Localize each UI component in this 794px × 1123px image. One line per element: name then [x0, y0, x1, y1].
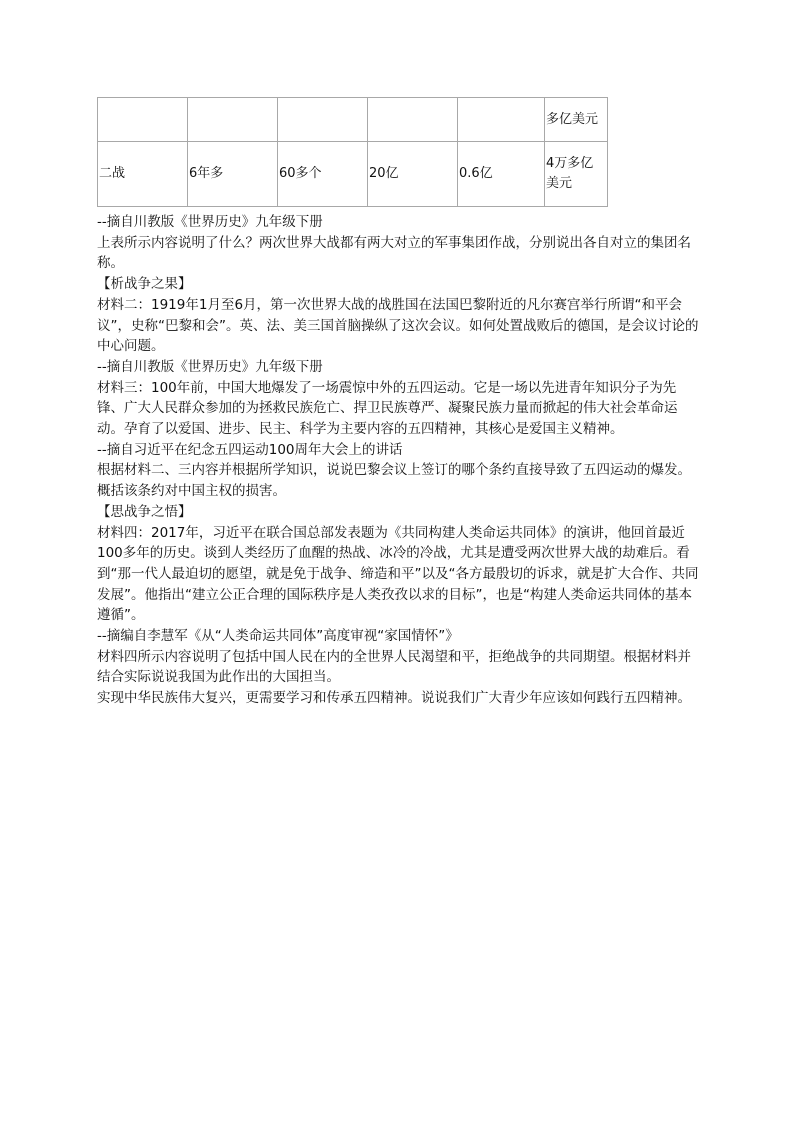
- material-paragraph: 材料二：1919年1月至6月，第一次世界大战的战胜国在法国巴黎附近的凡尔赛宫举行所谓“和平会议”，史称“巴黎和会”。英、法、美三国首脑操纵了这次会议。如何处置战败后的德国，是会议讨论的中心问题。: [97, 296, 699, 355]
- question-text: 材料四所示内容说明了包括中国人民在内的全世界人民渴望和平，拒绝战争的共同期望。根据材料并结合实际说说我国为此作出的大国担当。: [97, 648, 691, 686]
- material-paragraph: 材料四：2017年，习近平在联合国总部发表题为《共同构建人类命运共同体》的演讲，他回首最近100多年的历史。谈到人类经历了血醒的热战、冰冷的冷战，尤其是遭受两次世界大战的劫难后。看到“那一代人最迫切的愿望，就是免于战争、缔造和平”以及“各方最殷切的诉求，就是扩大合作、共同发展”。他指出“建立公正合理的国际秩序是人类孜孜以求的目标”，也是“构建人类命运共同体的基本遵循”。: [97, 524, 699, 624]
- table-row: [98, 98, 608, 142]
- source-citation: --摘自川教版《世界历史》九年级下册: [97, 214, 323, 230]
- table-row: [98, 142, 608, 207]
- source-citation: --摘编自李慧军《从“人类命运共同体”高度审视“家国情怀”》: [97, 628, 459, 645]
- war-comparison-table: [97, 97, 608, 207]
- material-paragraph: 材料三：100年前，中国大地爆发了一场震惊中外的五四运动。它是一场以先进青年知识分子为先锋、广大人民群众参加的为拯救民族危亡、捍卫民族尊严、凝聚民族力量而掀起的伟大社会革命运动。孕育了以爱国、进步、民主、科学为主要内容的五四精神，其核心是爱国主义精神。: [97, 379, 678, 438]
- table-cell: [458, 98, 545, 142]
- document-body: [97, 212, 703, 709]
- table-cell: 0.6亿: [458, 142, 545, 207]
- table-cell: 二战: [98, 142, 188, 207]
- table-cell: 4万多亿美元: [545, 142, 608, 207]
- question-text: 上表所示内容说明了什么？两次世界大战都有两大对立的军事集团作战，分别说出各自对立的集团名称。: [97, 234, 691, 272]
- table-cell: 6年多: [188, 142, 278, 207]
- table-cell: [278, 98, 368, 142]
- table-cell: 20亿: [368, 142, 458, 207]
- question-text: 实现中华民族伟大复兴，更需要学习和传承五四精神。说说我们广大青少年应该如何践行五四精神。: [97, 690, 691, 707]
- table-cell: 多亿美元: [545, 98, 608, 142]
- table-cell: [188, 98, 278, 142]
- source-citation: --摘自川教版《世界历史》九年级下册: [97, 358, 323, 375]
- question-text: 根据材料二、三内容并根据所学知识，说说巴黎会议上签订的哪个条约直接导致了五四运动的爆发。概括该条约对中国主权的损害。: [97, 462, 691, 500]
- table-cell: [98, 98, 188, 142]
- source-citation: --摘自习近平在纪念五四运动100周年大会上的讲话: [97, 441, 403, 458]
- table-cell: [368, 98, 458, 142]
- section-heading: 【思战争之悟】: [97, 503, 192, 520]
- table-cell: 60多个: [278, 142, 368, 207]
- section-heading: 【析战争之果】: [97, 276, 192, 293]
